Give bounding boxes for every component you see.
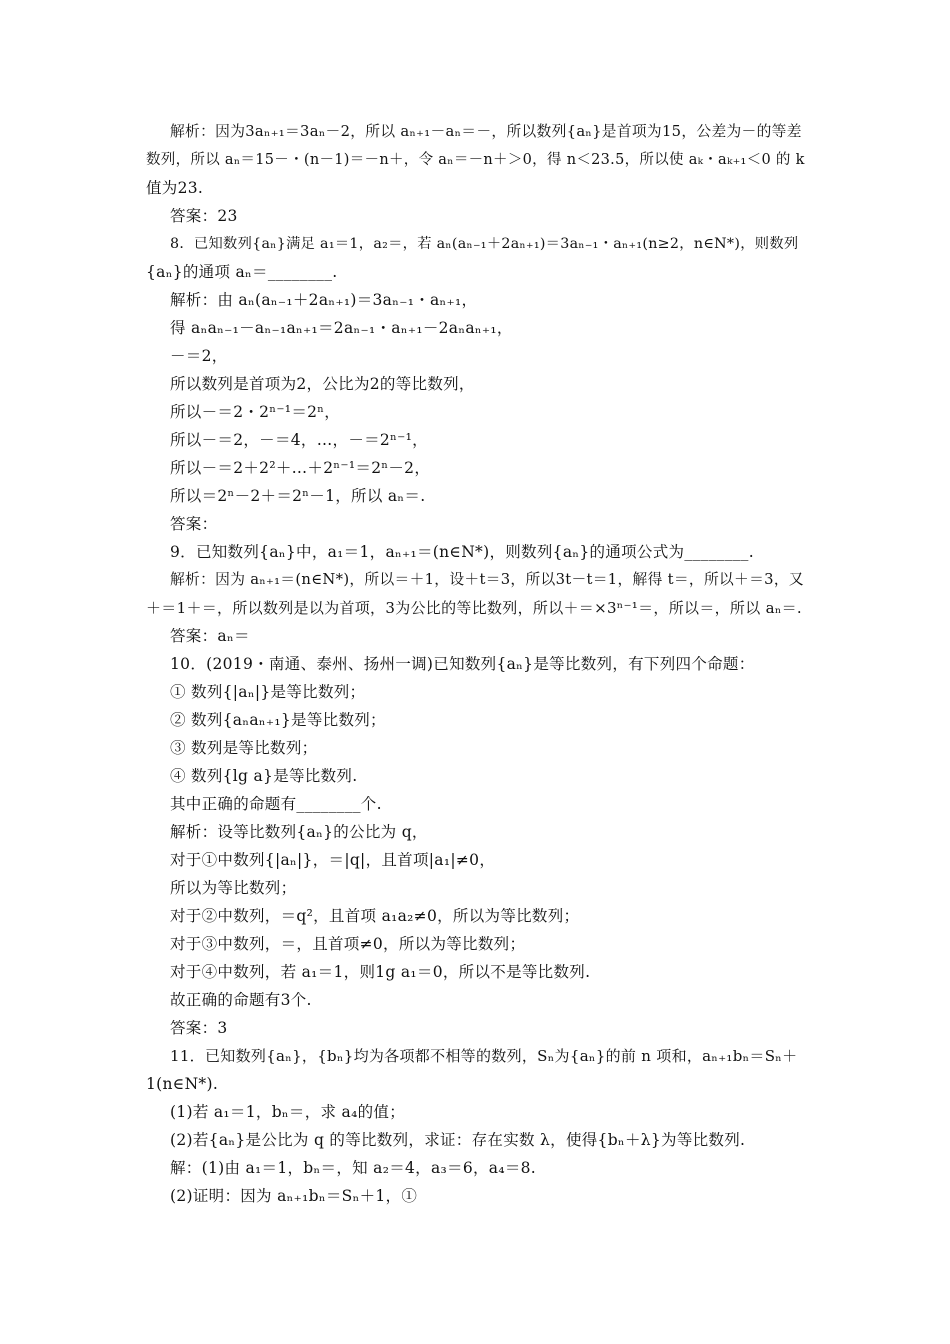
proposition-1: ① 数列{|aₙ|}是等比数列；	[170, 683, 366, 701]
text-line: 所以数列是首项为2，公比为2的等比数列，	[170, 375, 475, 393]
text-line: －＝2，	[170, 347, 228, 365]
problem-11-statement: 11．已知数列{aₙ}，{bₙ}均为各项都不相等的数列，Sₙ为{aₙ}的前 n 项和，aₙ₊₁bₙ＝Sₙ＋	[170, 1047, 798, 1065]
text-line: 对于②中数列，＝q²，且首项 a₁a₂≠0，所以为等比数列；	[170, 907, 580, 925]
problem-9-statement: 9．已知数列{aₙ}中，a₁＝1，aₙ₊₁＝(n∈N*)，则数列{aₙ}的通项公式为________.	[170, 543, 754, 561]
text-line: 对于①中数列{|aₙ|}，＝|q|，且首项|a₁|≠0，	[170, 851, 496, 869]
answer-line: 答案：aₙ＝	[170, 627, 250, 645]
text-line: (2)证明：因为 aₙ₊₁bₙ＝Sₙ＋1，①	[170, 1187, 418, 1205]
text-line: 故正确的命题有3个.	[170, 991, 312, 1009]
answer-line: 答案：23	[170, 207, 238, 225]
text-line: 得 aₙaₙ₋₁－aₙ₋₁aₙ₊₁＝2aₙ₋₁・aₙ₊₁－2aₙaₙ₊₁，	[170, 319, 513, 337]
text-line: 所以＝2ⁿ－2＋＝2ⁿ－1，所以 aₙ＝.	[170, 487, 426, 505]
text-line: 所以－＝2＋2²＋…＋2ⁿ⁻¹＝2ⁿ－2，	[170, 459, 431, 477]
text-line: 解析：设等比数列{aₙ}的公比为 q，	[170, 823, 428, 841]
text-line: (1)若 a₁＝1，bₙ＝，求 a₄的值；	[170, 1103, 406, 1121]
text-line: 解析：由 aₙ(aₙ₋₁＋2aₙ₊₁)＝3aₙ₋₁・aₙ₊₁，	[170, 291, 478, 309]
answer-line: 答案：3	[170, 1019, 228, 1037]
proposition-3: ③ 数列是等比数列；	[170, 739, 318, 757]
answer-line: 答案：	[170, 515, 218, 533]
text-line: 解：(1)由 a₁＝1，bₙ＝，知 a₂＝4，a₃＝6，a₄＝8.	[170, 1159, 537, 1177]
text-line: 数列，所以 aₙ＝15－・(n－1)＝－n＋，令 aₙ＝－n＋＞0，得 n＜23.5，所以使 aₖ・aₖ₊₁＜0 的 k	[146, 152, 805, 168]
problem-8-statement: 8．已知数列{aₙ}满足 a₁＝1，a₂＝，若 aₙ(aₙ₋₁＋2aₙ₊₁)＝3aₙ₋₁・aₙ₊₁(n≥2，n∈N*)，则数列	[170, 236, 799, 252]
problem-10-statement: 10．(2019・南通、泰州、扬州一调)已知数列{aₙ}是等比数列，有下列四个命题：	[170, 655, 755, 673]
text-line: 解析：因为 aₙ₊₁＝(n∈N*)，所以＝＋1，设＋t＝3，所以3t－t＝1，解得 t＝，所以＋＝3，又	[170, 571, 804, 588]
text-line: 所以为等比数列；	[170, 879, 297, 897]
text-line: 所以－＝2，－＝4，…，－＝2ⁿ⁻¹，	[170, 431, 428, 449]
text-line: 对于③中数列，＝，且首项≠0，所以为等比数列；	[170, 935, 526, 953]
proposition-4: ④ 数列{lg a}是等比数列.	[170, 767, 358, 785]
text-line: 所以－＝2・2ⁿ⁻¹＝2ⁿ，	[170, 403, 341, 421]
text-line: 其中正确的命题有________个.	[170, 795, 382, 813]
text-line: 值为23.	[146, 179, 204, 197]
text-line: 对于④中数列，若 a₁＝1，则1g a₁＝0，所以不是等比数列.	[170, 963, 591, 981]
text-line: 1(n∈N*).	[146, 1075, 219, 1093]
text-line: (2)若{aₙ}是公比为 q 的等比数列，求证：存在实数 λ，使得{bₙ＋λ}为等比数列.	[170, 1131, 746, 1149]
text-line: {aₙ}的通项 aₙ＝________.	[146, 263, 338, 281]
proposition-2: ② 数列{aₙaₙ₊₁}是等比数列；	[170, 711, 386, 729]
text-line: ＋＝1＋＝，所以数列是以为首项，3为公比的等比数列，所以＋＝×3ⁿ⁻¹＝，所以＝，所以 aₙ＝.	[146, 599, 802, 617]
text-line: 解析：因为3aₙ₊₁＝3aₙ－2，所以 aₙ₊₁－aₙ＝－，所以数列{aₙ}是首项为15，公差为－的等差	[170, 123, 802, 140]
